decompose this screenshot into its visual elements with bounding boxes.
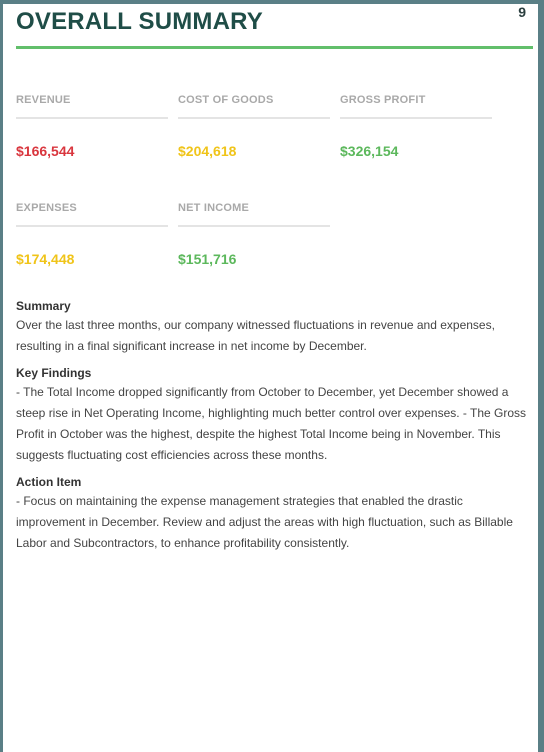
metric-cost-of-goods xyxy=(178,94,330,159)
metric-label-cost-of-goods: COST OF GOODS xyxy=(178,94,330,119)
key-findings-body: - The Total Income dropped significantly from October to December, yet December showed a steep rise in Net Operating Income, highlighting much better control over expenses. - The Gross Profit in October was the highest, despite the highest Total Income being in November. This suggests fluctuating cost efficiencies across these months. xyxy=(16,385,527,462)
metric-value-gross-profit: $326,154 xyxy=(340,143,399,159)
action-item-body: - Focus on maintaining the expense management strategies that enabled the drastic improvement in December. Review and adjust the areas with high fluctuation, such as Billable Labor and Subcontractors, to enhance profitability consistently. xyxy=(16,494,513,550)
metric-label-net-income: NET INCOME xyxy=(178,202,330,227)
metric-value-revenue: $166,544 xyxy=(16,143,75,159)
summary-heading: Summary xyxy=(16,299,71,313)
metric-gross-profit xyxy=(340,94,492,159)
metric-label-expenses: EXPENSES xyxy=(16,202,168,227)
metric-expenses xyxy=(16,202,168,267)
summary-body: Over the last three months, our company witnessed fluctuations in revenue and expenses, resulting in a final significant increase in net income by December. xyxy=(16,318,495,353)
metric-value-cost-of-goods: $204,618 xyxy=(178,143,237,159)
metric-label-revenue: REVENUE xyxy=(16,94,168,119)
page-title: OVERALL SUMMARY xyxy=(16,8,264,35)
metric-revenue xyxy=(16,94,168,159)
metric-value-expenses: $174,448 xyxy=(16,251,75,267)
key-findings-heading: Key Findings xyxy=(16,366,92,380)
page-number: 9 xyxy=(518,4,526,20)
summary-text xyxy=(16,299,534,563)
metric-label-gross-profit: GROSS PROFIT xyxy=(340,94,492,119)
action-item-heading: Action Item xyxy=(16,475,82,489)
metric-value-net-income: $151,716 xyxy=(178,251,237,267)
title-divider xyxy=(16,46,533,49)
report-page xyxy=(3,4,538,752)
metric-net-income xyxy=(178,202,330,267)
